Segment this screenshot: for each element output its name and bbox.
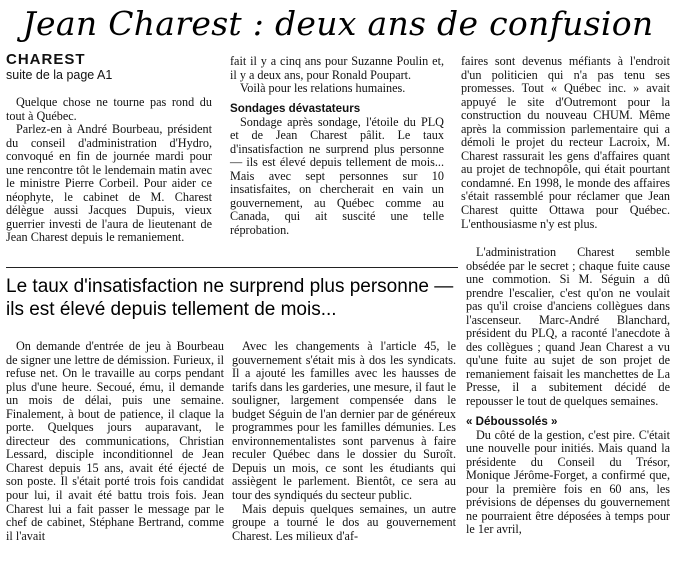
subhead-deboussoles: « Déboussolés » bbox=[466, 414, 558, 428]
paragraph: fait il y a cinq ans pour Suzanne Poulin et, il y a deux ans, pour Ronald Poupart. bbox=[230, 54, 444, 82]
paragraph: Parlez-en à André Bourbeau, président du conseil d'administration d'Hydro, convoqué en fin de journée mardi pour une rencontre tôt le lendemain matin avec le ministre Pierre Corbeil. Pour aider ce néophyte, le cabinet de M. Charest délègue aussi Jacques Dupuis, vieux guerrier investi de l'aura de lieutenant de Jean Charest depuis le remaniement. bbox=[6, 122, 212, 245]
kicker-continued: suite de la page A1 bbox=[6, 68, 113, 82]
paragraph: Avec les changements à l'article 45, le gouvernement s'était mis à dos les syndicats. Il a ajouté les familles avec les hausses de tarifs dans les garderies, une mesure, il faut le souligner, largement compensée dans le budget Séguin de l'an dernier par de généreux programmes pour les familles démunies. Les environnementalistes sont parvenus à faire reculer Québec dans le dossier du Suroît. Depuis un mois, ce sont les étudiants qui assiègent le parlement. Bientôt, ce sera au tour des syndiqués du secteur public. bbox=[232, 339, 456, 503]
paragraph: faires sont devenus méfiants à l'endroit d'un politicien qui n'a pas tenu ses promesses. Tout « Québec inc. » avait appuyé le site d'Outremont pour la construction du nouveau CHUM. Même après la commission parlementaire qui a démoli le projet du recteur Lacroix, M. Charest rassurait les gens d'affaires quant au projet de technopôle, qui était pourtant condamné. En 1998, le monde des affaires s'était rassemblé pour réclamer que Jean Charest quitte Ottawa pour Québec. L'enthousiasme n'y est plus. bbox=[461, 54, 670, 231]
column-top-3 bbox=[461, 55, 670, 231]
column-right-continued bbox=[466, 246, 670, 537]
paragraph: Voilà pour les relations humaines. bbox=[240, 81, 406, 96]
column-bottom-1 bbox=[6, 340, 224, 543]
paragraph: Quelque chose ne tourne pas rond du tout à Québec. bbox=[6, 95, 212, 123]
subhead-sondages: Sondages dévastateurs bbox=[230, 101, 361, 115]
headline: Jean Charest : deux ans de confusion bbox=[22, 4, 654, 43]
column-top-1 bbox=[6, 96, 212, 245]
paragraph: On demande d'entrée de jeu à Bourbeau de signer une lettre de démission. Furieux, il refuse net. On le travaille au corps pendant plus d'une heure. Secoué, ému, il demande un mois de délai, puis une semaine. Finalement, à bout de patience, il claque la porte. Quelques jours auparavant, le directeur des communications, Christian Lessard, disciple inconditionnel de Jean Charest depuis 15 ans, avait été éjecté de son poste. Il s'était porté trois fois candidat pour lui, il avait été battu trois fois. Jean Charest lui a fait passer le message par le chef de cabinet, Stéphane Bertrand, comme il l'avait bbox=[6, 339, 224, 543]
pull-quote: Le taux d'insatisfaction ne surprend plus personne — ils est élevé depuis tellement de mois... bbox=[6, 276, 454, 320]
column-bottom-2 bbox=[232, 340, 456, 543]
column-top-2 bbox=[230, 55, 444, 238]
section-divider bbox=[6, 267, 458, 268]
paragraph: Sondage après sondage, l'étoile du PLQ et de Jean Charest pâlit. Le taux d'insatisfaction ne surprend plus personne — ils est élevé depuis tellement de mois... Mais avec sept personnes sur 10 insatisfaites, on chercherait en vain un gouvernement, au Québec comme au Canada, qui ait suscité une telle réprobation. bbox=[230, 114, 444, 238]
paragraph: Du côté de la gestion, c'est pire. C'était une nouvelle pour initiés. Mais quand la présidente du Conseil du Trésor, Monique Jérôme-Forget, a confirmé que, pour la première fois en 60 ans, les prévisions de dépenses du gouvernement ne pourraient être déposées à temps pour le 1er avril, bbox=[466, 427, 670, 537]
kicker-name: CHAREST bbox=[6, 51, 86, 68]
paragraph: Mais depuis quelques semaines, un autre groupe a tourné le dos au gouvernement Charest. Les milieux d'af- bbox=[232, 501, 456, 543]
paragraph: L'administration Charest semble obsédée par le secret ; chaque fuite cause une commotion. Si M. Séguin a dû prendre l'escalier, c'est qu'on ne voulait pas qu'il croise d'anciens collègues dans l'ascenseur. Marc-André Blanchard, président du PLQ, a raconté l'anecdote à des collègues ; quand Jean Charest a vu qu'une fuite au sujet de son projet de remaniement faisait les manchettes de La Presse, il a subitement décidé de repousser le tout de quelques semaines. bbox=[466, 245, 670, 409]
